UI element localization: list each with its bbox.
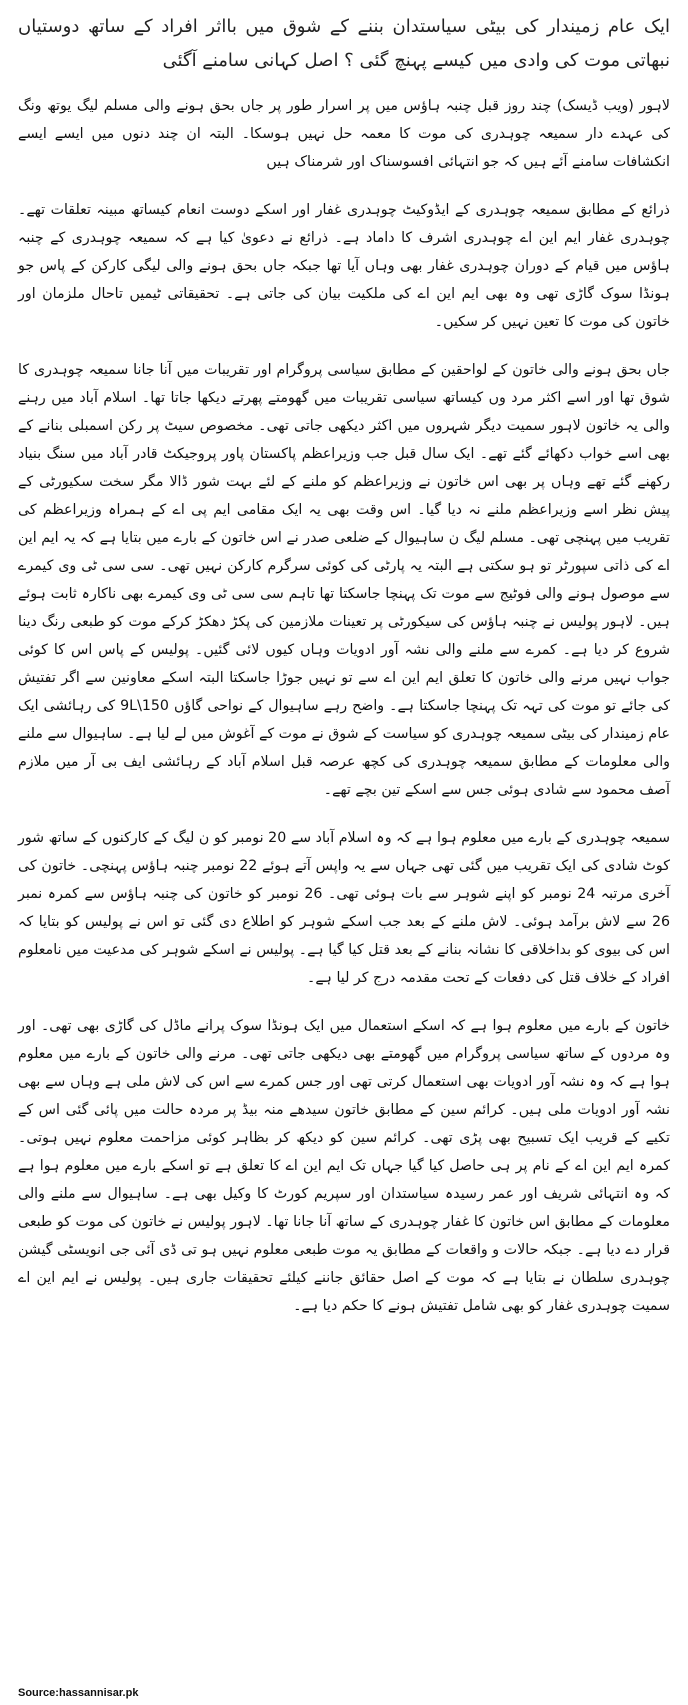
article-paragraph-4: سمیعہ چوہدری کے بارے میں معلوم ہوا ہے کہ وہ اسلام آباد سے 20 نومبر کو ن لیگ کے کارکنوں کے ساتھ شور کوٹ شادی کی ایک تقریب میں گئی تھی جہاں سے یہ واپس آتے ہوئے 22 نومبر چنبہ ہاؤس پہنچی۔ خاتون کی آخری مرتبہ 24 نومبر کو اپنے شوہر سے بات ہوئی تھی۔ 26 نومبر کو خاتون کی چنبہ ہاؤس سے کمرہ نمبر 26 سے لاش برآمد ہوئی۔ لاش ملنے کے بعد جب اسکے شوہر کو اطلاع دی گئی تو اس نے پولیس کو بتایا کہ اس کی بیوی کو بداخلاقی کا نشانہ بنانے کے بعد قتل کیا گیا ہے۔ پولیس نے اسکے شوہر کی مدعیت میں نامعلوم افراد کے خلاف قتل کی دفعات کے تحت مقدمہ درج کر لیا ہے۔: [18, 830, 670, 986]
article-paragraph-5: خاتون کے بارے میں معلوم ہوا ہے کہ اسکے استعمال میں ایک ہونڈا سوک پرانے ماڈل کی گاڑی بھی تھی۔ اور وہ مردوں کے ساتھ سیاسی پروگرام میں گھومتے بھی دیکھی جاتی تھی۔ مرنے والی خاتون کے بارے میں معلوم ہوا ہے کہ وہ نشہ آور ادویات بھی استعمال کرتی تھی اور جس کمرے سے اس کی لاش ملی ہے وہاں سے بھی نشہ آور ادویات ملی ہیں۔ کرائم سین کے مطابق خاتون سیدھے منہ بیڈ پر مردہ حالت میں پائی گئی اس کے تکیے کے قریب ایک تسبیح بھی پڑی تھی۔ کرائم سین کو دیکھ کر بظاہر کوئی مزاحمت معلوم نہیں ہوتی۔ کمرہ ایم این اے کے نام پر ہی حاصل کیا گیا جہاں تک ایم این اے کا تعلق ہے تو اسکے بارے میں معلوم ہوا ہے کہ وہ انتہائی شریف اور عمر رسیدہ سیاستدان اور سپریم کورٹ کا وکیل بھی ہے۔ ساہیوال سے ملنے والی معلومات کے مطابق اس خاتون کا غفار چوہدری کے ساتھ آنا جانا تھا۔ لاہور پولیس نے خاتون کی موت کو طبعی قرار دے دیا ہے۔ جبکہ حالات و واقعات کے مطابق یہ موت طبعی معلوم نہیں ہو تی ڈی آئی جی انویسٹی گیشن چوہدری سلطان نے بتایا ہے کہ موت کے اصل حقائق جاننے کیلئے تحقیقات جاری ہیں۔ پولیس نے ایم این اے سمیت چوہدری غفار کو بھی شامل تفتیش ہونے کا حکم دیا ہے۔: [18, 1018, 670, 1314]
source-credit: Source:hassannisar.pk: [18, 1687, 139, 1699]
article-paragraph-1: لاہور (ویب ڈیسک) چند روز قبل چنبہ ہاؤس میں پر اسرار طور پر جاں بحق ہونے والی مسلم لیگ یوتھ ونگ کی عہدے دار سمیعہ چوہدری کی موت کا معمہ حل نہیں ہوسکا۔ البتہ ان چند دنوں میں ایسے ایسے انکشافات سامنے آئے ہیں کہ جو انتہائی افسوسناک اور شرمناک ہیں: [18, 98, 670, 170]
article-paragraph-2: ذرائع کے مطابق سمیعہ چوہدری کے ایڈوکیٹ چوہدری غفار اور اسکے دوست انعام کیساتھ مبینہ تعلقات تھے۔ چوہدری غفار ایم این اے چوہدری اشرف کا داماد ہے۔ ذرائع نے دعویٰ کیا ہے کہ سمیعہ چوہدری کے چنبہ ہاؤس میں قیام کے دوران چوہدری غفار بھی وہاں آیا تھا جبکہ جاں بحق ہونے والی لیگی کارکن کے پاس جو ہونڈا سوک گاڑی تھی وہ بھی ایم این اے کی ملکیت بیان کی جاتی ہے۔ تحقیقاتی ٹیمیں تاحال ملزمان اور خاتون کی موت کا تعین نہیں کر سکیں۔: [18, 202, 670, 330]
article-headline: ایک عام زمیندار کی بیٹی سیاستدان بننے کے شوق میں بااثر افراد کے ساتھ دوستیاں نبھاتی موت کی وادی میں کیسے پہنچ گئی ؟ اصل کہانی سامنے آگئی: [18, 16, 670, 71]
article-paragraph-3: جاں بحق ہونے والی خاتون کے لواحقین کے مطابق سیاسی پروگرام اور تقریبات میں آنا جانا سمیعہ چوہدری کا شوق تھا اور اسے اکثر مرد وں کیساتھ سیاسی تقریبات میں گھومتے پھرتے دیکھا جاتا تھا۔ اسلام آباد میں رہنے والی یہ خاتون لاہور سمیت دیگر شہروں میں اکثر دیکھی جاتی تھی۔ مخصوص سیٹ پر رکن اسمبلی بنانے کے بھی اسے خواب دکھائے گئے تھے۔ ایک سال قبل جب وزیراعظم پاکستان پاور پروجیکٹ قادر آباد میں سنگ بنیاد رکھنے گئے تھے وہاں پر بھی اس خاتون نے وزیراعظم کو ملنے کے لئے بہت شور ڈالا مگر سخت سکیورٹی کے پیش نظر اسے وزیراعظم ملنے نہ دیا گیا۔ اس وقت بھی یہ ایک مقامی ایم پی اے کے ہمراہ وزیراعظم کی تقریب میں پہنچی تھی۔ مسلم لیگ ن ساہیوال کے ضلعی صدر نے اس خاتون کے بارے میں بتایا ہے کہ یہ ایم این اے کی ذاتی سپورٹر تو ہو سکتی ہے البتہ یہ پارٹی کی کوئی سرگرم کارکن نہیں تھی۔ سی سی ٹی وی کیمرے سے موصول ہونے والی فوٹیج سے موت تک پہنچا جاسکتا تھا تاہم سی سی ٹی وی کیمرے بھی ناکارہ ثابت ہوئے ہیں۔ لاہور پولیس نے چنبہ ہاؤس کی سیکورٹی پر تعینات ملازمین کی پکڑ دھکڑ کرکے موت کو طبعی رنگ دینا شروع کر دیا ہے۔ کمرے سے ملنے والی نشہ آور ادویات وہاں کیوں لائی گئیں۔ پولیس کے پاس اس کا کوئی جواب نہیں مرنے والی خاتون کا تعلق ایم این اے سے تو نہیں جوڑا جاسکتا البتہ اسکے معاونین سے اگر تفتیش کی جائے تو موت کی تہہ تک پہنچا جاسکتا ہے۔ واضح رہے ساہیوال کے نواحی گاؤں 9L\150 کی رہائشی ایک عام زمیندار کی بیٹی سمیعہ چوہدری کو سیاست کے شوق نے موت کے آغوش میں لے لیا ہے۔ ساہیوال سے ملنے والی معلومات کے مطابق سمیعہ چوہدری کی کچھ عرصہ قبل اسلام آباد کے رہائشی ایف بی آر میں ملازم آصف محمود سے شادی ہوئی جس سے اسکے تین بچے تھے۔: [18, 362, 670, 798]
